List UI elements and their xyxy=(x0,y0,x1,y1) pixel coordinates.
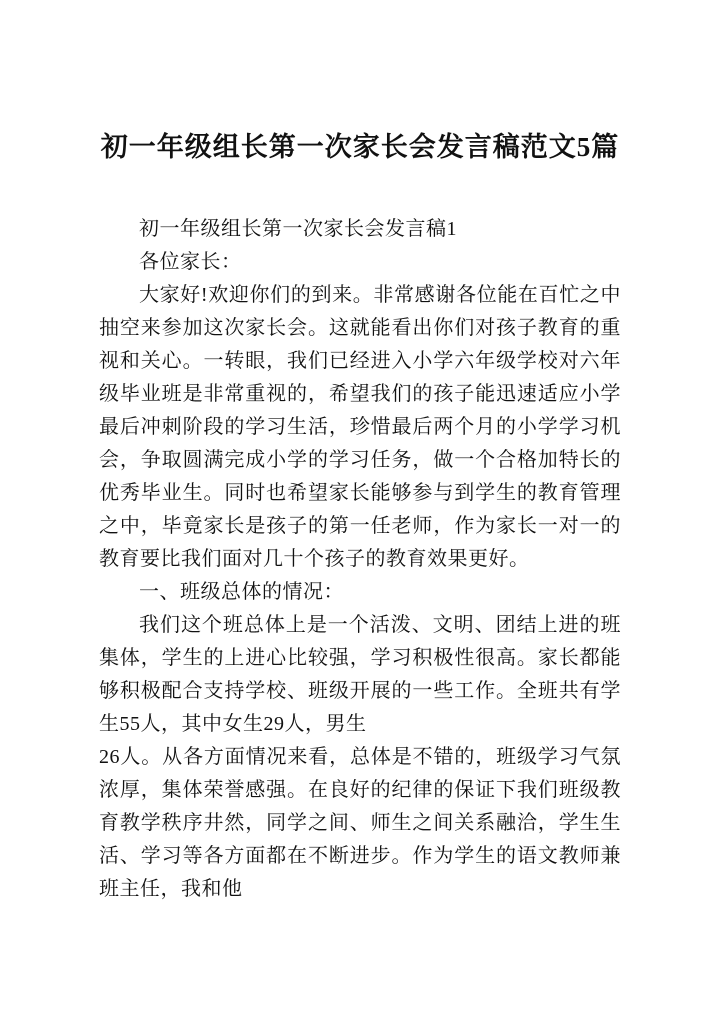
paragraph: 大家好!欢迎你们的到来。非常感谢各位能在百忙之中抽空来参加这次家长会。这就能看出你们对孩子教育的重视和关心。一转眼，我们已经进入小学六年级学校对六年级毕业班是非常重视的，希望我们的孩子能迅速适应小学最后冲刺阶段的学习生活，珍惜最后两个月的小学学习机会，争取圆满完成小学的学习任务，做一个合格加特长的优秀毕业生。同时也希望家长能够参与到学生的教育管理之中，毕竟家长是孩子的第一任老师，作为家长一对一的教育要比我们面对几十个孩子的教育效果更好。 xyxy=(99,284,621,571)
document-title: 初一年级组长第一次家长会发言稿范文5篇 xyxy=(100,132,620,162)
paragraph: 一、班级总体的情况： xyxy=(139,581,344,604)
paragraph: 我们这个班总体上是一个活泼、文明、团结上进的班集体，学生的上进心比较强，学习积极性很高。家长都能够积极配合支持学校、班级开展的一些工作。全班共有学生55人，其中女生29人，男生 xyxy=(99,614,621,736)
paragraph: 初一年级组长第一次家长会发言稿1 xyxy=(139,218,457,241)
paragraph: 各位家长： xyxy=(139,251,242,274)
paragraph: 26人。从各方面情况来看，总体是不错的，班级学习气氛浓厚，集体荣誉感强。在良好的纪律的保证下我们班级教育教学秩序井然，同学之间、师生之间关系融洽，学生生活、学习等各方面都在不断进步。作为学生的语文教师兼班主任，我和他 xyxy=(99,746,621,901)
